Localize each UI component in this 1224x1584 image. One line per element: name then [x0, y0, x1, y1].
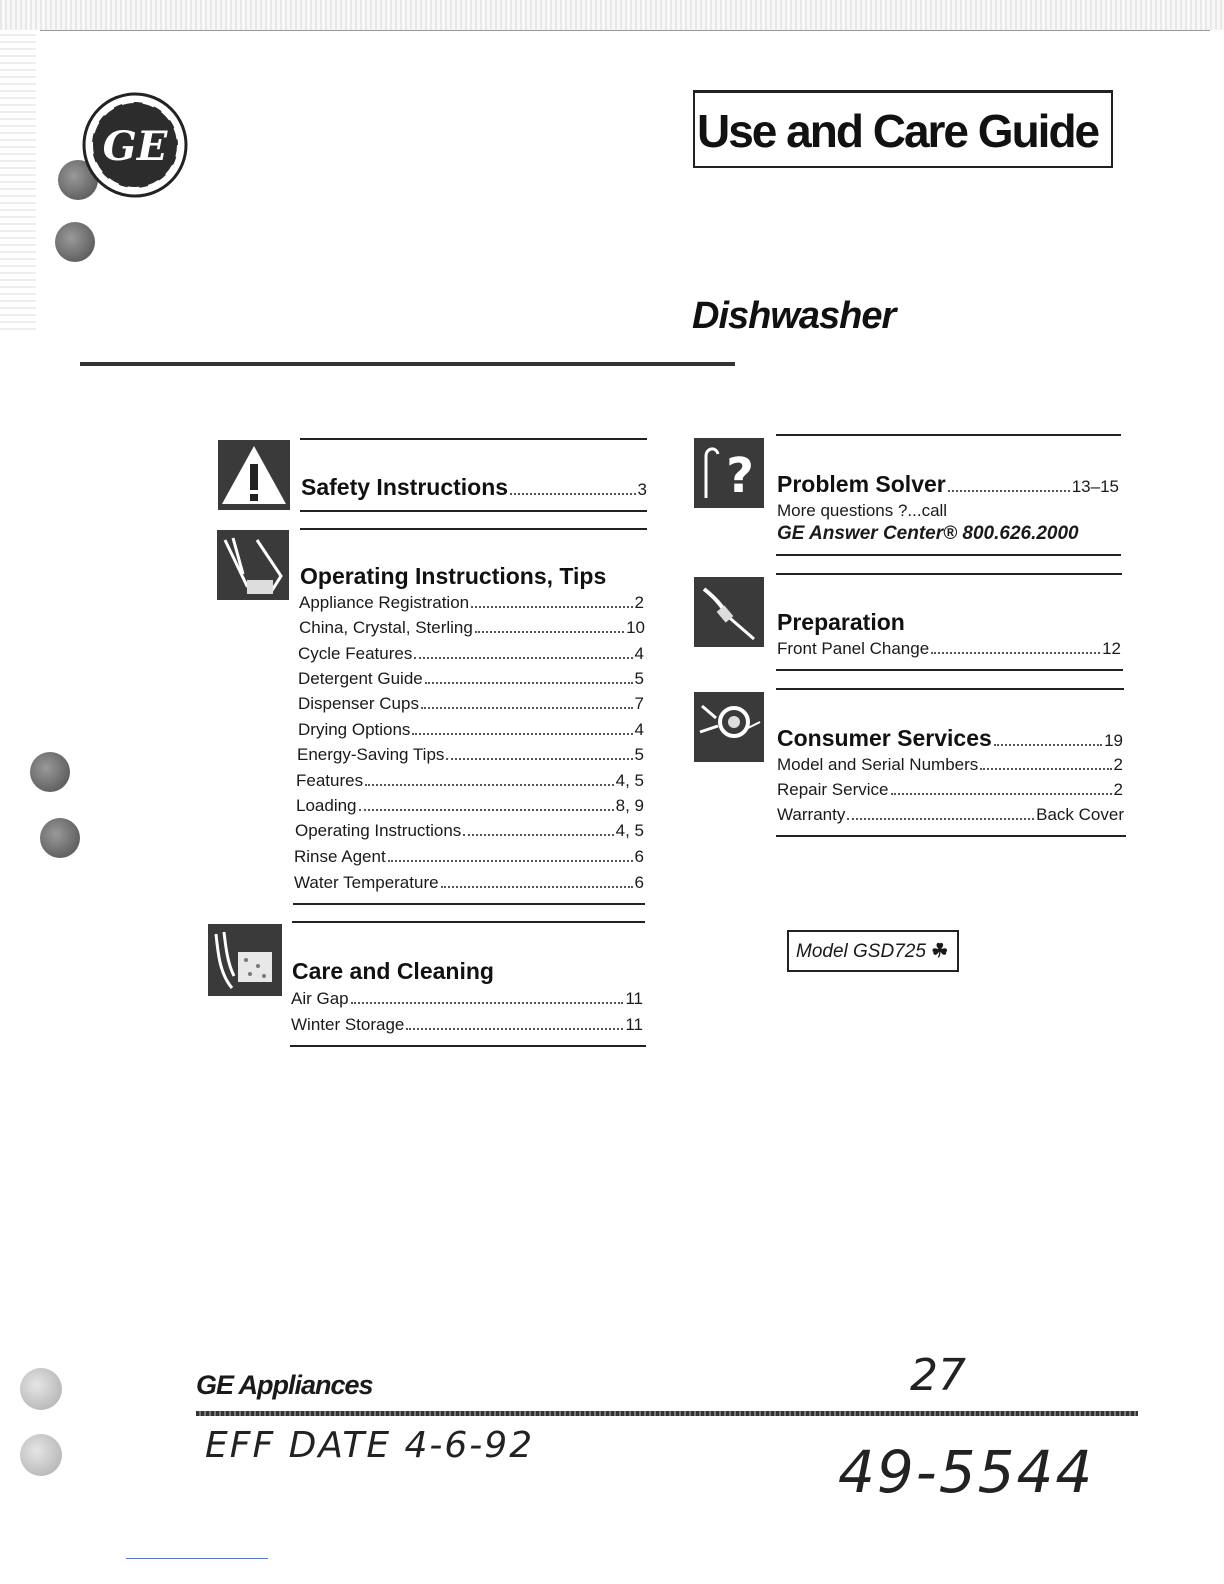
- page-number: 3: [637, 480, 647, 499]
- entry-label: Energy-Saving Tips: [297, 745, 445, 764]
- binder-hole: [20, 1434, 62, 1476]
- handwritten-doc-number: 49-5544: [838, 1438, 1095, 1506]
- list-item: [777, 639, 1121, 659]
- entry-label: China, Crystal, Sterling: [299, 618, 473, 637]
- entry-label: Appliance Registration: [299, 593, 470, 612]
- entry-label: Dispenser Cups: [298, 694, 419, 713]
- more-questions-text: More questions ?...call: [777, 501, 948, 520]
- list-item: [291, 1015, 643, 1035]
- entry-page: 8, 9: [615, 796, 644, 815]
- list-item: [777, 780, 1123, 800]
- entry-label: Features: [296, 771, 364, 790]
- section-rule: [776, 554, 1121, 556]
- entry-page: 11: [625, 989, 643, 1008]
- binder-hole: [40, 818, 80, 858]
- question-mark-icon: [694, 438, 764, 508]
- model-label: Model GSD725: [796, 941, 926, 962]
- entry-label: Repair Service: [777, 780, 889, 799]
- entry-page: 2: [1113, 755, 1123, 774]
- entry-label: Drying Options: [298, 720, 411, 739]
- entry-label: Cycle Features: [298, 644, 413, 663]
- entry-page: 6: [634, 847, 644, 866]
- leader-dots: [891, 793, 1112, 795]
- entry-label: Loading: [296, 796, 357, 815]
- leader-dots: [421, 707, 633, 709]
- section-rule: [300, 438, 647, 440]
- leader-dots: [471, 606, 632, 608]
- section-rule: [776, 688, 1124, 690]
- list-item: [294, 847, 644, 867]
- answer-center-phone: GE Answer Center® 800.626.2000: [777, 523, 1079, 544]
- entry-label: Detergent Guide: [298, 669, 423, 688]
- page-number: 19: [1104, 731, 1123, 750]
- entry-page: 6: [634, 873, 644, 892]
- scan-left-edge: [0, 30, 36, 330]
- leader-dots: [441, 886, 633, 888]
- leader-dots: [414, 657, 632, 659]
- leader-dots: [994, 744, 1102, 746]
- section-rule: [290, 1045, 646, 1047]
- entry-page: 4: [634, 720, 644, 739]
- leader-dots: [980, 768, 1111, 770]
- list-item: [297, 745, 644, 765]
- leader-dots: [351, 1002, 624, 1004]
- entry-page: 5: [634, 745, 644, 764]
- handwritten-eff-date: EFF DATE 4-6-92: [205, 1425, 535, 1466]
- title-divider: [80, 362, 735, 366]
- screwdriver-icon: [694, 577, 764, 647]
- list-item: [298, 694, 644, 714]
- scan-top-line: [40, 30, 1210, 31]
- leader-dots: [412, 733, 632, 735]
- footer-underline: [126, 1558, 268, 1559]
- hand-pressing-button-icon: [217, 530, 289, 600]
- section-rule: [300, 510, 647, 512]
- leader-dots: [446, 758, 632, 760]
- section-title: Safety Instructions: [301, 474, 509, 500]
- binder-hole: [20, 1368, 62, 1410]
- ge-logo: [82, 92, 188, 198]
- list-item: [299, 618, 645, 638]
- leader-dots: [425, 682, 633, 684]
- entry-page: 4: [634, 644, 644, 663]
- footer-rule: [196, 1411, 1138, 1416]
- entry-page: 5: [634, 669, 644, 688]
- entry-label: Warranty: [777, 805, 846, 824]
- list-item: [296, 771, 644, 791]
- model-mark-icon: ☘: [931, 941, 949, 962]
- entry-page: 12: [1102, 639, 1121, 658]
- page-title: Use and Care Guide: [697, 105, 1099, 157]
- list-item: [777, 755, 1123, 775]
- list-item: [298, 644, 644, 664]
- hand-sponge-icon: [208, 924, 282, 996]
- leader-dots: [406, 1028, 623, 1030]
- section-title: Problem Solver: [777, 471, 946, 497]
- entry-label: Air Gap: [291, 989, 349, 1008]
- service-tool-icon: [694, 692, 764, 762]
- section-rule: [776, 835, 1126, 837]
- entry-label: Front Panel Change: [777, 639, 930, 658]
- leader-dots: [475, 631, 624, 633]
- section-rule: [776, 669, 1123, 671]
- entry-page: 2: [634, 593, 644, 612]
- entry-page: 4, 5: [615, 821, 644, 840]
- list-item: [299, 593, 644, 613]
- list-item: [777, 805, 1124, 825]
- section-rule: [776, 573, 1122, 575]
- section-problem: [777, 471, 1119, 498]
- entry-page: Back Cover: [1036, 805, 1124, 824]
- leader-dots: [931, 652, 1100, 654]
- section-rule: [776, 434, 1121, 436]
- list-item: [298, 669, 644, 689]
- binder-hole: [55, 222, 95, 262]
- entry-label: Rinse Agent: [294, 847, 386, 866]
- section-title: Operating Instructions, Tips: [300, 563, 607, 589]
- leader-dots: [463, 834, 613, 836]
- binder-hole: [30, 752, 70, 792]
- entry-page: 7: [634, 694, 644, 713]
- leader-dots: [359, 809, 614, 811]
- entry-label: Model and Serial Numbers: [777, 755, 979, 774]
- section-title: Consumer Services: [777, 725, 992, 751]
- section-title: Care and Cleaning: [292, 958, 494, 984]
- page-number: 13–15: [1071, 477, 1119, 496]
- list-item: [294, 873, 644, 893]
- entry-label: Winter Storage: [291, 1015, 405, 1034]
- entry-page: 10: [626, 618, 645, 637]
- list-item: [291, 989, 643, 1009]
- section-rule: [293, 903, 645, 905]
- entry-page: 11: [625, 1015, 643, 1034]
- ge-logo-text: GE: [102, 123, 168, 170]
- section-title: Preparation: [777, 609, 905, 635]
- entry-page: 2: [1113, 780, 1123, 799]
- section-safety: [301, 474, 647, 501]
- leader-dots: [847, 818, 1034, 820]
- leader-dots: [510, 493, 635, 495]
- scan-top-band: [0, 0, 1224, 30]
- svg-text:?: ?: [726, 448, 754, 504]
- entry-page: 4, 5: [615, 771, 644, 790]
- page-subtitle: Dishwasher: [692, 295, 896, 337]
- section-rule: [300, 528, 647, 530]
- leader-dots: [388, 860, 633, 862]
- warning-triangle-icon: [218, 440, 290, 510]
- brand-name: GE Appliances: [196, 1370, 373, 1400]
- leader-dots: [948, 490, 1070, 492]
- list-item: [298, 720, 644, 740]
- entry-label: Water Temperature: [294, 873, 439, 892]
- model-number: [796, 940, 948, 963]
- section-consumer: [777, 725, 1123, 752]
- handwritten-page-number: 27: [910, 1350, 966, 1401]
- section-rule: [292, 921, 645, 923]
- list-item: [296, 796, 644, 816]
- leader-dots: [365, 784, 614, 786]
- entry-label: Operating Instructions: [295, 821, 462, 840]
- list-item: [295, 821, 644, 841]
